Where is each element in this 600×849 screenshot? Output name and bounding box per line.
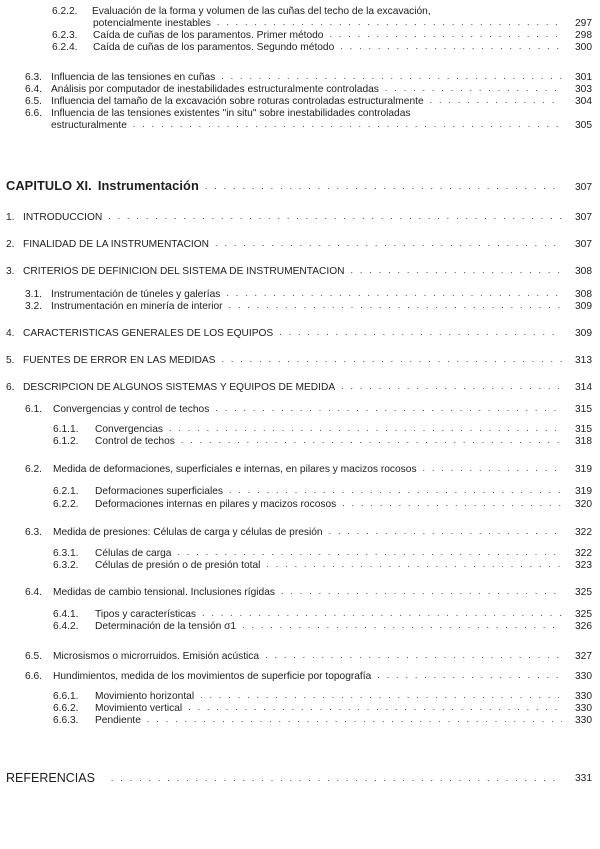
entry-number: 6. xyxy=(6,382,15,393)
entry-page: 300 xyxy=(575,42,592,53)
entry-page: 330 xyxy=(575,691,592,702)
leader-dots xyxy=(242,621,562,630)
entry-label: Evaluación de la forma y volumen de las cuñas del techo de la excavación, xyxy=(92,6,431,17)
toc-entry-6-4 xyxy=(25,84,592,95)
entry-number: 6.5. xyxy=(25,96,42,107)
entry-label: Instrumentación de túneles y galerías xyxy=(51,289,221,300)
chapter-title: Instrumentación xyxy=(97,178,199,193)
entry-number: 6.1.1. xyxy=(53,424,79,435)
leader-dots xyxy=(265,651,562,660)
leader-dots xyxy=(133,120,562,129)
toc-entry-6-4b xyxy=(25,587,592,598)
references-page: 331 xyxy=(575,773,592,784)
entry-page: 304 xyxy=(575,96,592,107)
toc-entry-6-2-4 xyxy=(52,42,592,53)
entry-page: 309 xyxy=(575,301,592,312)
entry-page: 305 xyxy=(575,120,592,131)
entry-label: Influencia de las tensiones en cuñas xyxy=(51,72,216,83)
leader-dots xyxy=(226,289,562,298)
toc-entry-6-3 xyxy=(25,72,592,83)
entry-page: 326 xyxy=(575,621,592,632)
entry-page: 301 xyxy=(575,72,592,83)
entry-number: 6.3.1. xyxy=(53,548,79,559)
toc-entry-1 xyxy=(6,212,592,223)
entry-number: 6.4.2. xyxy=(53,621,79,632)
entry-label: Deformaciones superficiales xyxy=(95,486,223,497)
references-entry xyxy=(6,772,592,785)
entry-number: 6.2.1. xyxy=(53,486,79,497)
leader-dots xyxy=(181,436,562,445)
entry-page: 307 xyxy=(575,212,592,223)
toc-entry-6-6-2 xyxy=(53,703,592,714)
entry-page: 297 xyxy=(575,18,592,29)
entry-label: Tipos y características xyxy=(95,609,196,620)
leader-dots xyxy=(329,527,562,536)
leader-dots xyxy=(169,424,562,433)
leader-dots xyxy=(215,404,562,413)
entry-number: 6.4. xyxy=(25,587,42,598)
leader-dots xyxy=(385,84,562,93)
entry-number: 6.2.2. xyxy=(52,6,78,17)
leader-dots xyxy=(423,464,562,473)
entry-number: 6.2.3. xyxy=(52,30,78,41)
entry-page: 325 xyxy=(575,587,592,598)
toc-entry-6-6-cont xyxy=(51,120,592,131)
toc-entry-6-1-1 xyxy=(53,424,592,435)
toc-entry-6-3b xyxy=(25,527,592,538)
entry-page: 330 xyxy=(575,703,592,714)
entry-label: Caída de cuñas de los paramentos. Primer método xyxy=(93,30,324,41)
entry-label: INTRODUCCION xyxy=(23,212,103,223)
entry-label: Medida de presiones: Células de carga y células de presión xyxy=(53,527,323,538)
toc-entry-6-4-2 xyxy=(53,621,592,632)
entry-page: 303 xyxy=(575,84,592,95)
entry-label: Movimiento horizontal xyxy=(95,691,195,702)
toc-entry-6-6-1 xyxy=(53,691,592,702)
entry-page: 298 xyxy=(575,30,592,41)
leader-dots xyxy=(430,96,562,105)
entry-label: Deformaciones internas en pilares y macizos rocosos xyxy=(95,499,337,510)
entry-page: 325 xyxy=(575,609,592,620)
entry-label: Control de techos xyxy=(95,436,175,447)
entry-page: 319 xyxy=(575,464,592,475)
entry-page: 327 xyxy=(575,651,592,662)
entry-label: Movimiento vertical xyxy=(95,703,183,714)
leader-dots xyxy=(217,18,562,27)
entry-number: 6.1. xyxy=(25,404,42,415)
leader-dots xyxy=(215,239,562,248)
entry-number: 6.6.2. xyxy=(53,703,79,714)
leader-dots xyxy=(221,72,562,81)
toc-entry-6-4-1 xyxy=(53,609,592,620)
leader-dots xyxy=(279,328,562,337)
entry-number: 4. xyxy=(6,328,15,339)
entry-label: Hundimientos, medida de los movimientos de superficie por topografía xyxy=(53,671,372,682)
toc-entry-6-5b xyxy=(25,651,592,662)
leader-dots xyxy=(351,266,562,275)
entry-page: 308 xyxy=(575,289,592,300)
entry-number: 6.3. xyxy=(25,72,42,83)
entry-number: 6.2.4. xyxy=(52,42,78,53)
entry-label: Convergencias y control de techos xyxy=(53,404,210,415)
toc-entry-6-3-1 xyxy=(53,548,592,559)
entry-label: FINALIDAD DE LA INSTRUMENTACION xyxy=(23,239,210,250)
entry-label: DESCRIPCION DE ALGUNOS SISTEMAS Y EQUIPOS DE MEDIDA xyxy=(23,382,336,393)
entry-page: 319 xyxy=(575,486,592,497)
entry-label: Análisis por computador de inestabilidades estructuralmente controladas xyxy=(51,84,379,95)
leader-dots xyxy=(108,212,562,221)
entry-label: Medida de deformaciones, superficiales e internas, en pilares y macizos rocosos xyxy=(53,464,417,475)
toc-entry-6-1-2 xyxy=(53,436,592,447)
entry-page: 309 xyxy=(575,328,592,339)
leader-dots xyxy=(202,609,562,618)
leader-dots xyxy=(200,691,562,700)
entry-number: 3.2. xyxy=(25,301,42,312)
toc-entry-6-5 xyxy=(25,96,592,107)
toc-entry-2 xyxy=(6,239,592,250)
chapter-number: CAPITULO XI. xyxy=(6,178,92,193)
leader-dots xyxy=(147,715,562,724)
toc-entry-6-2-2-cont xyxy=(93,18,592,29)
entry-number: 6.4. xyxy=(25,84,42,95)
entry-page: 330 xyxy=(575,715,592,726)
entry-label: estructuralmente xyxy=(51,120,127,131)
entry-label: Influencia de las tensiones existentes "in situ" sobre inestabilidades controladas xyxy=(51,108,411,119)
entry-page: 308 xyxy=(575,266,592,277)
toc-entry-3-1 xyxy=(25,289,592,300)
leader-dots xyxy=(281,587,562,596)
toc-entry-6-6-3 xyxy=(53,715,592,726)
toc-entry-6-3-2 xyxy=(53,560,592,571)
entry-number: 3.1. xyxy=(25,289,42,300)
toc-entry-6-2-1 xyxy=(53,486,592,497)
leader-dots xyxy=(221,355,562,364)
toc-entry-6-2-2b xyxy=(53,499,592,510)
toc-entry-3 xyxy=(6,266,592,277)
entry-number: 6.3.2. xyxy=(53,560,79,571)
chapter-page: 307 xyxy=(575,182,592,193)
entry-label: Células de presión o de presión total xyxy=(95,560,261,571)
entry-page: 323 xyxy=(575,560,592,571)
toc-entry-6-2-2 xyxy=(52,6,431,17)
entry-number: 6.6. xyxy=(25,108,42,119)
entry-number: 6.6. xyxy=(25,671,42,682)
entry-number: 6.2.2. xyxy=(53,499,79,510)
leader-dots xyxy=(340,42,562,51)
entry-page: 307 xyxy=(575,239,592,250)
toc-entry-3-2 xyxy=(25,301,592,312)
leader-dots xyxy=(205,182,562,191)
entry-number: 6.3. xyxy=(25,527,42,538)
leader-dots xyxy=(341,382,562,391)
entry-page: 322 xyxy=(575,527,592,538)
toc-entry-6-1 xyxy=(25,404,592,415)
entry-label: Pendiente xyxy=(95,715,141,726)
entry-page: 322 xyxy=(575,548,592,559)
references-label: REFERENCIAS xyxy=(6,771,95,785)
leader-dots xyxy=(177,548,562,557)
entry-label: Medidas de cambio tensional. Inclusiones rígidas xyxy=(53,587,275,598)
toc-entry-6-6 xyxy=(25,108,410,119)
entry-number: 6.6.1. xyxy=(53,691,79,702)
entry-number: 2. xyxy=(6,239,15,250)
entry-page: 318 xyxy=(575,436,592,447)
entry-page: 315 xyxy=(575,404,592,415)
leader-dots xyxy=(229,486,562,495)
entry-number: 6.1.2. xyxy=(53,436,79,447)
entry-label: Convergencias xyxy=(95,424,163,435)
entry-number: 5. xyxy=(6,355,15,366)
entry-page: 330 xyxy=(575,671,592,682)
leader-dots xyxy=(329,30,562,39)
toc-entry-6 xyxy=(6,382,592,393)
entry-label: Caída de cuñas de los paramentos. Segundo método xyxy=(93,42,335,53)
leader-dots xyxy=(377,671,562,680)
entry-page: 313 xyxy=(575,355,592,366)
entry-label: Instrumentación en minería de interior xyxy=(51,301,223,312)
entry-label: potencialmente inestables xyxy=(93,18,211,29)
toc-entry-5 xyxy=(6,355,592,366)
leader-dots xyxy=(342,499,562,508)
toc-entry-6-6b xyxy=(25,671,592,682)
chapter-heading xyxy=(6,180,592,193)
leader-dots xyxy=(266,560,562,569)
toc-entry-6-2 xyxy=(25,464,592,475)
entry-number: 3. xyxy=(6,266,15,277)
entry-label: Determinación de la tensión σ1 xyxy=(95,621,237,632)
entry-label: CARACTERISTICAS GENERALES DE LOS EQUIPOS xyxy=(23,328,274,339)
leader-dots xyxy=(229,301,562,310)
entry-label: CRITERIOS DE DEFINICION DEL SISTEMA DE INSTRUMENTACION xyxy=(23,266,345,277)
entry-page: 315 xyxy=(575,424,592,435)
entry-page: 320 xyxy=(575,499,592,510)
entry-label: Células de carga xyxy=(95,548,172,559)
entry-number: 1. xyxy=(6,212,15,223)
entry-label: Microsismos o microrruidos. Emisión acústica xyxy=(53,651,260,662)
entry-label: Influencia del tamaño de la excavación sobre roturas controladas estructuralmente xyxy=(51,96,424,107)
entry-number: 6.6.3. xyxy=(53,715,79,726)
leader-dots xyxy=(111,774,562,783)
toc-entry-6-2-3 xyxy=(52,30,592,41)
entry-page: 314 xyxy=(575,382,592,393)
entry-number: 6.5. xyxy=(25,651,42,662)
entry-label: FUENTES DE ERROR EN LAS MEDIDAS xyxy=(23,355,216,366)
entry-number: 6.2. xyxy=(25,464,42,475)
toc-entry-4 xyxy=(6,328,592,339)
entry-number: 6.4.1. xyxy=(53,609,79,620)
leader-dots xyxy=(188,703,562,712)
